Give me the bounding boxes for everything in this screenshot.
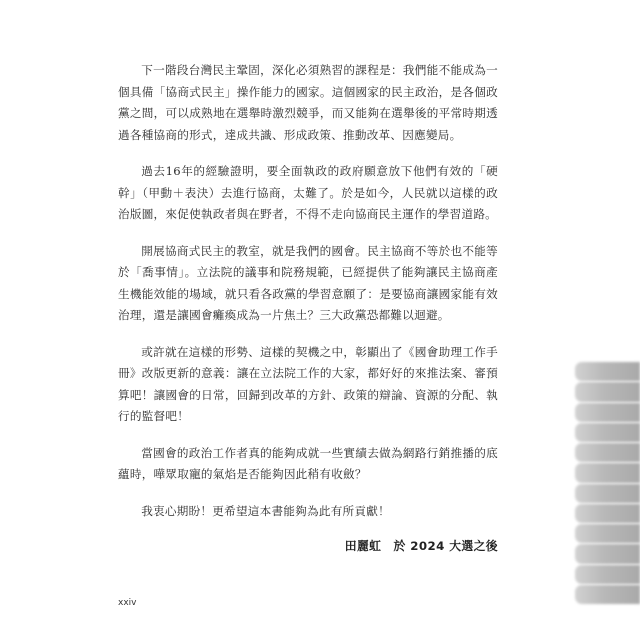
chapter-thumb-tab bbox=[575, 362, 640, 604]
thumb-tab-segment bbox=[575, 544, 640, 563]
thumb-tab-segment bbox=[575, 403, 640, 422]
paragraph-1: 下一階段台灣民主鞏固，深化必須熟習的課程是：我們能不能成為一個具備「協商式民主」操作能力的國家。這個國家的民主政治，是各個政黨之間，可以成熟地在選舉時激烈競爭，而又能夠在選舉後的平常時期透過各種協商的形式，達成共識、形成政策、推動改革、因應變局。 bbox=[118, 63, 498, 142]
thumb-tab-segment bbox=[575, 443, 640, 462]
paragraph-5: 當國會的政治工作者真的能夠成就一些實績去做為網路行銷推播的底蘊時，嘩眾取寵的氣焰是否能夠因此稍有收斂？ bbox=[118, 445, 498, 481]
thumb-tab-segment bbox=[575, 504, 640, 523]
paragraph-4: 或許就在這樣的形勢、這樣的契機之中，彰顯出了《國會助理工作手冊》改版更新的意義：讓在立法院工作的大家，都好好的來推法案、審預算吧！讓國會的日常，回歸到改革的方針、政策的辯論、資源的分配、執行的監督吧！ bbox=[118, 344, 498, 423]
thumb-tab-segment bbox=[575, 463, 640, 482]
thumb-tab-segment bbox=[575, 524, 640, 543]
paragraph-6: 我衷心期盼！更希望這本書能夠為此有所貢獻！ bbox=[141, 503, 390, 518]
thumb-tab-segment bbox=[575, 423, 640, 442]
thumb-tab-segment bbox=[575, 484, 640, 503]
thumb-tab-segment bbox=[575, 585, 640, 604]
author-signature: 田麗虹 於 2024 大選之後 bbox=[344, 539, 498, 553]
page-number: xxiv bbox=[118, 598, 137, 608]
paragraph-2: 過去16年的經驗證明，要全面執政的政府願意放下他們有效的「硬幹」（甲動＋表決）去進行協商，太難了。於是如今，人民就以這樣的政治版圖，來促使執政者與在野者，不得不走向協商民主運作的學習道路。 bbox=[118, 164, 498, 221]
preface-text-block bbox=[118, 60, 498, 554]
paragraph-3: 開展協商式民主的教室，就是我們的國會。民主協商不等於也不能等於「喬事情」。立法院的議事和院務規範，已經提供了能夠讓民主協商產生機能效能的場域，就只看各政黨的學習意願了：是要協商讓國家能有效治理，還是讓國會癱瘓成為一片焦土？三大政黨恐都難以迴避。 bbox=[118, 243, 498, 322]
thumb-tab-segment bbox=[575, 565, 640, 584]
thumb-tab-segment bbox=[575, 382, 640, 401]
thumb-tab-segment bbox=[575, 362, 640, 381]
